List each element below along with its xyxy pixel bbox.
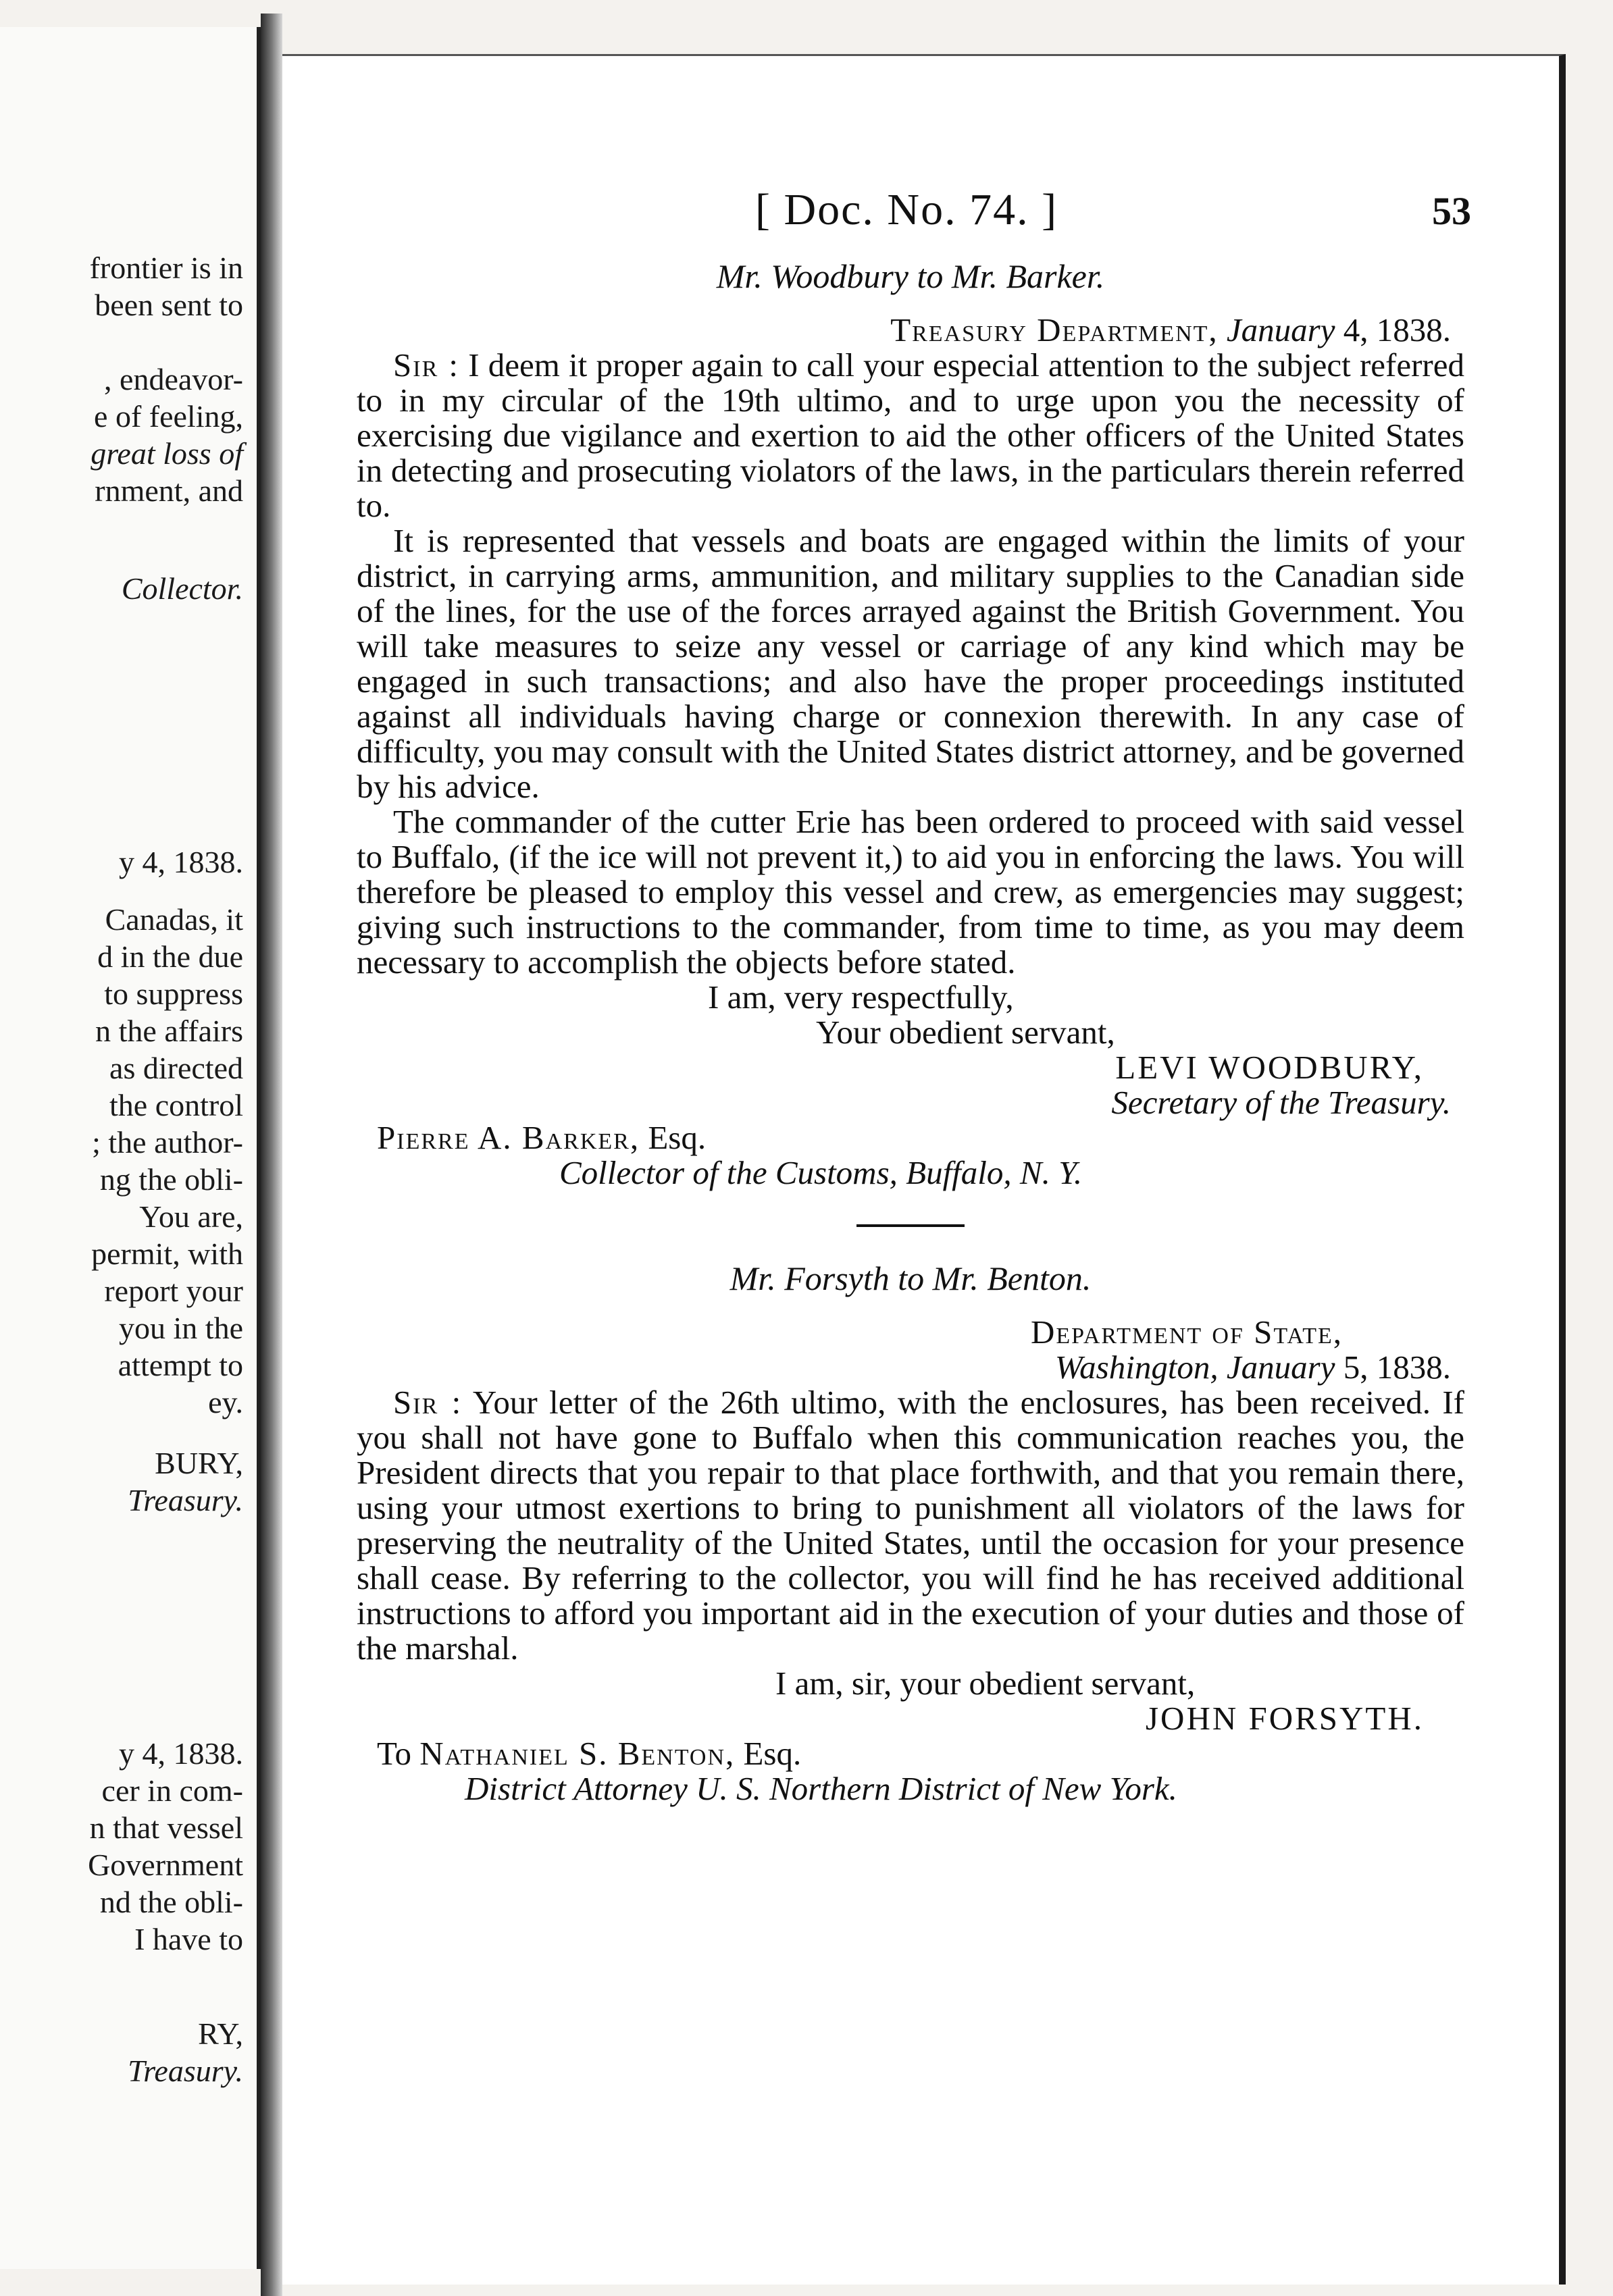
left-page-line: Treasury.	[128, 2054, 243, 2088]
left-page-line: y 4, 1838.	[119, 845, 243, 879]
letter1-addressee-name: Pierre A. Barker,	[377, 1119, 640, 1156]
letter1-title: Mr. Woodbury to Mr. Barker.	[716, 257, 1105, 295]
letter2-addressee-title: District Attorney U. S. Northern District of New York.	[465, 1770, 1177, 1807]
left-page-line: permit, with	[91, 1236, 243, 1271]
left-page-line: ey.	[208, 1385, 243, 1419]
left-page-line: Collector.	[121, 571, 243, 606]
left-page-line: to suppress	[104, 976, 243, 1011]
left-page-line: , endeavor-	[104, 362, 243, 396]
left-page-line: ng the obli-	[99, 1162, 243, 1197]
section-divider	[856, 1224, 965, 1227]
page-content	[357, 259, 1464, 1806]
letter2-addressee-name: Nathaniel S. Benton,	[419, 1735, 736, 1772]
letter1-addressee	[357, 1120, 1464, 1155]
letter2-signature: JOHN FORSYTH.	[1145, 1700, 1424, 1737]
letter1-p1-text: I deem it proper again to call your especial attention to the subject referred to in my circular of the 19th ultimo, and to urge upon you the necessity of exercising due vigilance and exertion to aid the other officers of the United States in detecting and prosecuting violators of the laws, in the particulars therein referred to.	[357, 346, 1464, 524]
left-page-line: d in the due	[97, 939, 243, 974]
letter2-dateline-date	[357, 1350, 1451, 1385]
left-page-line: Government	[88, 1848, 243, 1882]
letter1-dateline-rest: 4, 1838.	[1343, 311, 1451, 348]
left-page-line: the control	[109, 1088, 243, 1122]
page-header	[282, 184, 1559, 238]
left-page-line: Treasury.	[128, 1483, 243, 1517]
left-facing-page	[0, 27, 261, 2269]
left-page-line: rnment, and	[95, 473, 243, 508]
letter2-title: Mr. Forsyth to Mr. Benton.	[729, 1259, 1092, 1297]
letter1-signature: LEVI WOODBURY,	[1115, 1049, 1424, 1086]
letter1-paragraph-2: It is represented that vessels and boats are engaged within the limits of your district, in carrying arms, ammunition, and military supplies to the Canadian side of the lines, for the use of the forces arrayed against the British Government. You will take measures to seize any vessel or carriage of any kind which may be engaged in such transactions; and also have the proper proceedings instituted against all individuals having charge or connexion therewith. In any case of difficulty, you may consult with the United States district attorney, and be governed by his advice.	[357, 522, 1464, 805]
left-page-line: RY,	[198, 2016, 243, 2051]
letter1-addressee-esq: Esq.	[648, 1119, 707, 1156]
letter1-paragraph-1	[357, 348, 1464, 523]
page-number: 53	[1432, 189, 1471, 233]
letter2-dateline-rest: 5, 1838.	[1343, 1349, 1451, 1386]
left-page-line: n the affairs	[95, 1014, 243, 1048]
letter2-p1-text: Your letter of the 26th ultimo, with the enclosures, has been received. If you shall not have gone to Buffalo when this communication reaches you, the President directs that you repair to that place forthwith, and that you remain there, using your utmost exertions to bring to punishment all violators of the laws for preserving the neutrality of the United States, until the occasion for your presence shall cease. By referring to the collector, you will find he has received additional instructions to afford you important aid in the execution of your duties and those of the marshal.	[357, 1384, 1464, 1667]
left-page-line: Canadas, it	[105, 902, 243, 937]
letter2-dateline-dept	[357, 1315, 1343, 1350]
letter2-dept-text: Department of State,	[1030, 1313, 1343, 1351]
letter2-closing: I am, sir, your obedient servant,	[775, 1665, 1196, 1702]
letter1-dateline-dept: Treasury Department,	[890, 311, 1219, 348]
book-gutter	[261, 14, 282, 2296]
letter1-paragraph-3: The commander of the cutter Erie has been ordered to proceed with said vessel to Buffalo, (if the ice will not prevent it,) to aid you in enforcing the laws. You will therefore be pleased to employ this vessel and crew, as emergencies may suggest; giving such instructions to the commander, from time to time, as you may deem necessary to accomplish the objects before stated.	[357, 803, 1464, 981]
letter1-dateline-date: January	[1226, 311, 1335, 348]
left-page-line: attempt to	[118, 1348, 243, 1382]
left-page-line: you in the	[119, 1311, 243, 1345]
left-page-line: You are,	[139, 1199, 243, 1234]
left-page-line: as directed	[109, 1051, 243, 1085]
left-page-line: great loss of	[91, 436, 243, 471]
letter1-salutation: Sir :	[393, 346, 460, 384]
letter1-closing-2: Your obedient servant,	[816, 1014, 1115, 1051]
letter1-signature-title: Secretary of the Treasury.	[1111, 1084, 1451, 1121]
left-page-line: ; the author-	[92, 1125, 243, 1159]
left-page-line: e of feeling,	[94, 399, 243, 434]
letter1-dateline	[357, 313, 1451, 348]
left-page-line: report your	[104, 1274, 243, 1308]
letter2-paragraph-1	[357, 1385, 1464, 1666]
letter2-addressee	[357, 1736, 1464, 1771]
letter2-dateline-place: Washington, January	[1054, 1349, 1335, 1386]
left-page-line: BURY,	[155, 1446, 243, 1480]
letter1-addressee-title: Collector of the Customs, Buffalo, N. Y.	[559, 1154, 1083, 1191]
left-page-line: cer in com-	[101, 1773, 243, 1808]
right-page	[282, 54, 1566, 2285]
letter2-addressee-to: To	[377, 1735, 412, 1772]
left-page-line: nd the obli-	[99, 1885, 243, 1919]
letter2-salutation: Sir :	[393, 1384, 463, 1421]
letter1-closing-1: I am, very respectfully,	[708, 979, 1014, 1016]
left-page-line: n that vessel	[89, 1810, 243, 1845]
left-page-line: y 4, 1838.	[119, 1736, 243, 1771]
left-page-line: frontier is in	[89, 251, 243, 285]
letter2-addressee-esq: Esq.	[743, 1735, 802, 1772]
document-number: [ Doc. No. 74. ]	[755, 185, 1058, 234]
left-page-line: been sent to	[95, 288, 243, 322]
left-page-line: I have to	[134, 1922, 243, 1956]
